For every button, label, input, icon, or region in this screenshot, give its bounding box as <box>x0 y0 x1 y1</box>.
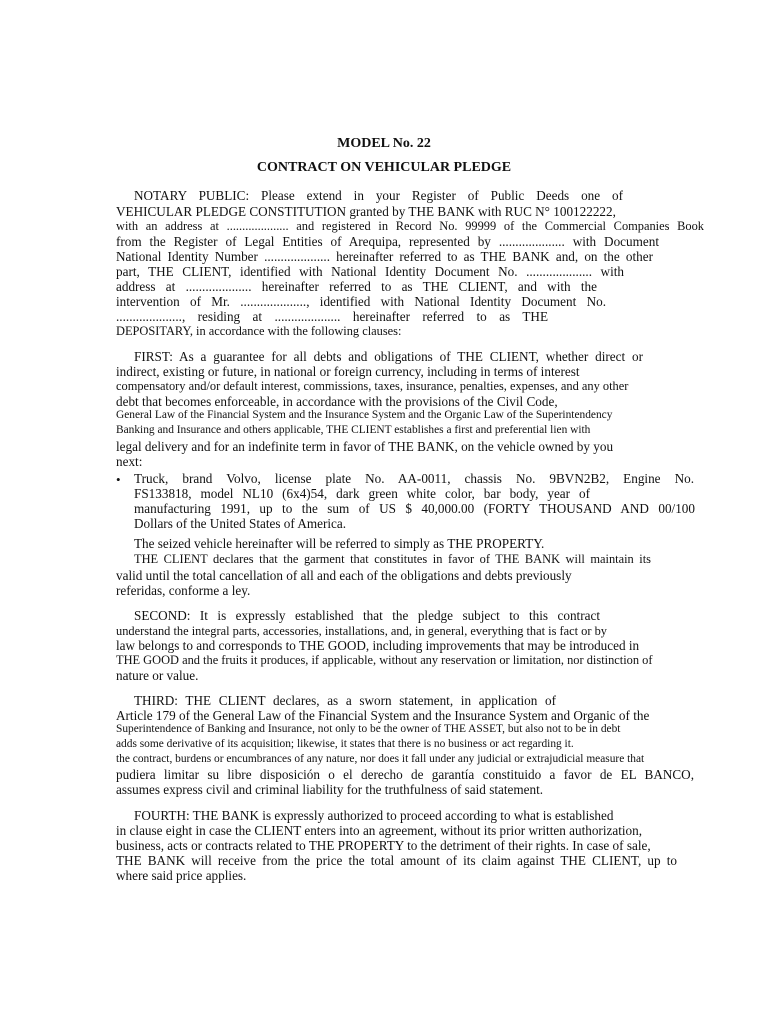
property-line: The seized vehicle hereinafter will be referred to simply as THE PROPERTY. <box>134 536 545 551</box>
second-line-4: THE GOOD and the fruits it produces, if applicable, without any reservation or limitation, nor distinction of <box>116 653 653 667</box>
vehicle-line-2: FS133818, model NL10 (6x4)54, dark green white color, bar body, year of <box>134 486 590 501</box>
first-line-4: debt that becomes enforceable, in accordance with the provisions of the Civil Code, <box>116 394 558 409</box>
first-line-1: FIRST: As a guarantee for all debts and obligations of THE CLIENT, whether direct or <box>134 349 643 364</box>
intro-line-10: DEPOSITARY, in accordance with the following clauses: <box>116 324 402 338</box>
third-line-1: THIRD: THE CLIENT declares, as a sworn statement, in application of <box>134 693 556 708</box>
fourth-line-4: THE BANK will receive from the price the total amount of its claim against THE CLIENT, up to <box>116 853 677 868</box>
third-line-3: Superintendence of Banking and Insurance, not only to be the owner of THE ASSET, but also not to be in debt <box>116 723 621 735</box>
intro-line-2: VEHICULAR PLEDGE CONSTITUTION granted by THE BANK with RUC N° 100122222, <box>116 204 616 219</box>
intro-line-9: ...................., residing at .................... hereinafter referred to as THE <box>116 309 548 324</box>
fourth-line-3: business, acts or contracts related to THE PROPERTY to the detriment of their rights. In case of sale, <box>116 838 651 853</box>
declare-line-3: referidas, conforme a ley. <box>116 583 251 598</box>
vehicle-line-4: Dollars of the United States of America. <box>134 516 347 531</box>
intro-line-5: National Identity Number .................... hereinafter referred to as THE BANK and, on the other <box>116 249 653 264</box>
third-line-6: pudiera limitar su libre disposición o el derecho de garantía constituido a favor de EL BANCO, <box>116 767 694 782</box>
first-line-6: Banking and Insurance and others applicable, THE CLIENT establishes a first and preferential lien with <box>116 424 591 436</box>
declare-line-2: valid until the total cancellation of all and each of the obligations and debts previously <box>116 568 572 583</box>
intro-line-1: NOTARY PUBLIC: Please extend in your Register of Public Deeds one of <box>134 188 623 203</box>
intro-line-4: from the Register of Legal Entities of Arequipa, represented by .................... with Document <box>116 234 659 249</box>
first-line-3: compensatory and/or default interest, commissions, taxes, insurance, penalties, expenses, and any other <box>116 379 629 393</box>
intro-line-7: address at .................... hereinafter referred to as THE CLIENT, and with the <box>116 279 597 294</box>
second-line-5: nature or value. <box>116 668 199 683</box>
first-line-2: indirect, existing or future, in national or foreign currency, including in terms of interest <box>116 364 580 379</box>
vehicle-line-3: manufacturing 1991, up to the sum of US $ 40,000.00 (FORTY THOUSAND AND 00/100 <box>134 501 695 516</box>
intro-line-8: intervention of Mr. ...................., identified with National Identity Document No. <box>116 294 606 309</box>
fourth-line-1: FOURTH: THE BANK is expressly authorized to proceed according to what is established <box>134 808 614 823</box>
third-line-7: assumes express civil and criminal liability for the truthfulness of said statement. <box>116 782 544 797</box>
contract-title: CONTRACT ON VEHICULAR PLEDGE <box>256 160 512 175</box>
first-line-5: General Law of the Financial System and the Insurance System and the Organic Law of the Superintendency <box>116 409 613 421</box>
bullet-marker: • <box>116 472 121 487</box>
model-title: MODEL No. 22 <box>337 136 431 151</box>
intro-line-6: part, THE CLIENT, identified with National Identity Document No. .................... with <box>116 264 624 279</box>
intro-line-3: with an address at .................... and registered in Record No. 99999 of the Commercial Companies Book <box>116 219 704 233</box>
second-line-1: SECOND: It is expressly established that the pledge subject to this contract <box>134 608 600 623</box>
fourth-line-2: in clause eight in case the CLIENT enters into an agreement, without its prior written authorization, <box>116 823 643 838</box>
first-line-7: legal delivery and for an indefinite term in favor of THE BANK, on the vehicle owned by you <box>116 439 614 454</box>
second-line-3: law belongs to and corresponds to THE GOOD, including improvements that may be introduced in <box>116 638 640 653</box>
first-line-8: next: <box>116 454 143 469</box>
third-line-4: adds some derivative of its acquisition; likewise, it states that there is no business or act regarding it. <box>116 738 574 750</box>
third-line-5: the contract, burdens or encumbrances of any nature, nor does it fall under any judicial or extrajudicial measure that <box>116 753 645 765</box>
third-line-2: Article 179 of the General Law of the Financial System and the Insurance System and Organic of the <box>116 708 650 723</box>
vehicle-line-1: Truck, brand Volvo, license plate No. AA-0011, chassis No. 9BVN2B2, Engine No. <box>134 471 694 486</box>
declare-line-1: THE CLIENT declares that the garment that constitutes in favor of THE BANK will maintain its <box>134 552 651 566</box>
fourth-line-5: where said price applies. <box>116 868 247 883</box>
second-line-2: understand the integral parts, accessories, installations, and, in general, everything that is fact or by <box>116 624 607 638</box>
